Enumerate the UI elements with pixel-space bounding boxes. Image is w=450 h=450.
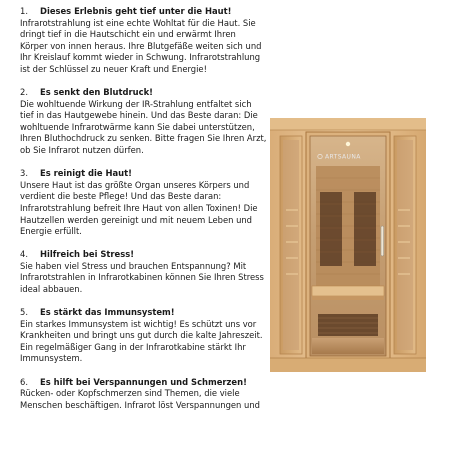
door-handle [381, 226, 384, 256]
section-number: 6. [20, 376, 28, 387]
section-body: Die wohltuende Wirkung der IR-Strahlung entfaltet sich tief in das Hautgewebe hinein. Und das Beste daran: Die wohltuende Infrarotwärme kann Sie dabei unterstützen, Ihren Bluthochdruck zu senken. Bitte fragen Sie Ihren Arzt, ob Sie Infrarot nutzen dürfen. [20, 98, 267, 156]
section-body: Unsere Haut ist das größte Organ unseres Körpers und verdient die beste Pflege! Und das Beste daran: Infrarotstrahlung befreit Ihre Haut von allen Toxinen! Die Hautzellen werden gereinigt und mit neuem Leben und Energie erfüllt. [20, 179, 258, 237]
section-heading [20, 6, 270, 18]
section-title: Dieses Erlebnis geht tief unter die Haut! [40, 6, 232, 16]
section-number: 3. [20, 168, 28, 179]
section-title: Es stärkt das Immunsystem! [40, 307, 175, 318]
section-heading [20, 307, 270, 319]
ceiling-light [346, 142, 350, 146]
section-1 [20, 6, 270, 76]
section-heading [20, 377, 270, 389]
section-number: 5. [20, 307, 28, 318]
sauna-illustration [270, 118, 426, 372]
floor [312, 338, 384, 354]
section-number: 4. [20, 249, 28, 260]
section-heading [20, 249, 270, 261]
section-title: Es senkt den Blutdruck! [40, 87, 153, 98]
section-6 [20, 377, 270, 412]
section-2 [20, 87, 270, 157]
section-body: Infrarotstrahlung ist eine echte Wohltat für die Haut. Sie dringt tief in die Hautschicht ein und erwärmt Ihren Körper von innen heraus. Ihre Blutgefäße weiten sich und Ihr Kreislauf kommt wieder in Schwung. Infrarotstrahlung ist der Schlüssel zu neuer Kraft und Energie! [20, 17, 262, 74]
article-text [20, 6, 270, 423]
section-body: Rücken- oder Kopfschmerzen sind Themen, die viele Menschen beschäftigen. Infrarot löst Verspannungen und [20, 388, 260, 410]
section-3 [20, 168, 270, 238]
section-title: Hilfreich bei Stress! [40, 249, 135, 260]
section-4 [20, 249, 270, 295]
section-heading [20, 168, 270, 180]
infrared-sauna-image [270, 118, 426, 372]
section-5 [20, 307, 270, 365]
brand-logo [318, 154, 361, 161]
section-title: Es hilft bei Verspannungen und Schmerzen! [40, 376, 247, 387]
section-title: Es reinigt die Haut! [40, 168, 132, 179]
section-heading [20, 87, 270, 99]
section-body: Ein starkes Immunsystem ist wichtig! Es schützt uns vor Krankheiten und bringt uns gut durch die kalte Jahreszeit. Ein regelmäßiger Gang in der Infrarotkabine stärkt Ihr Immunsystem. [20, 318, 263, 364]
bench [312, 286, 384, 296]
section-body: Sie haben viel Stress und brauchen Entspannung? Mit Infrarotstrahlen in Infrarotkabinen können Sie Ihren Stress ideal abbauen. [20, 260, 264, 294]
floor-heater [318, 314, 378, 336]
section-number: 2. [20, 87, 28, 98]
section-number: 1. [20, 6, 28, 16]
brand-name: ARTSAUNA [325, 153, 361, 161]
